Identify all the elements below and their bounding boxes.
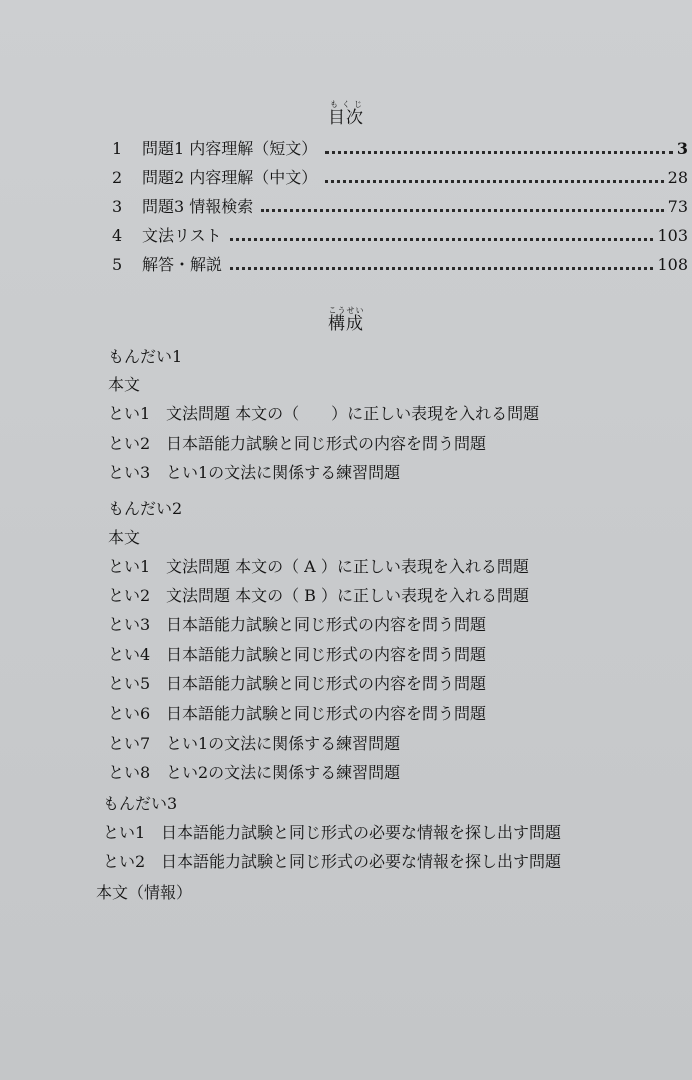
question-text: 日本語能力試験と同じ形式の必要な情報を探し出す問題 <box>161 823 562 842</box>
honbun-label: 本文 <box>108 528 141 547</box>
toc-number: 5 <box>112 255 123 274</box>
question-text: 日本語能力試験と同じ形式の内容を問う問題 <box>166 615 487 634</box>
leader-dots <box>325 180 663 183</box>
toc-number: 2 <box>112 168 123 187</box>
leader-dots <box>261 209 663 212</box>
toc-page-number: 28 <box>667 168 688 187</box>
question-text: 日本語能力試験と同じ形式の内容を問う問題 <box>166 434 487 453</box>
honbun-label: 本文 <box>108 375 141 394</box>
question-item <box>108 733 400 755</box>
question-label: とい5 <box>108 674 151 693</box>
toc-title: 問題3 情報検索 <box>142 197 254 216</box>
question-item <box>103 822 561 844</box>
toc-row[interactable] <box>112 254 688 276</box>
toc-page-number: 73 <box>667 197 688 216</box>
question-text: 日本語能力試験と同じ形式の必要な情報を探し出す問題 <box>161 852 562 871</box>
question-label: とい3 <box>108 615 151 634</box>
question-label: とい6 <box>108 704 151 723</box>
question-text: 文法問題 本文の（ B ）に正しい表現を入れる問題 <box>166 586 530 605</box>
toc-row[interactable] <box>112 167 688 189</box>
structure-heading: 構成こうせい <box>328 306 364 334</box>
question-item <box>108 403 539 425</box>
toc-page-number: 108 <box>657 255 688 274</box>
question-text: 日本語能力試験と同じ形式の内容を問う問題 <box>166 704 487 723</box>
toc-heading: 目次もくじ <box>328 100 364 128</box>
question-label: とい3 <box>108 463 151 482</box>
question-text: 日本語能力試験と同じ形式の内容を問う問題 <box>166 645 487 664</box>
leader-dots <box>230 267 653 270</box>
section-title: もんだい1 <box>108 347 183 366</box>
question-item <box>108 703 486 725</box>
question-item <box>108 673 486 695</box>
section-title: もんだい3 <box>103 794 178 813</box>
toc-page-number: 103 <box>657 226 688 245</box>
question-text: 文法問題 本文の（ A ）に正しい表現を入れる問題 <box>166 557 529 576</box>
question-text: とい2の文法に関係する練習問題 <box>166 763 401 782</box>
question-label: とい7 <box>108 734 151 753</box>
toc-number: 1 <box>112 139 123 158</box>
section-title: もんだい2 <box>108 499 183 518</box>
question-label: とい1 <box>108 557 151 576</box>
question-label: とい4 <box>108 645 151 664</box>
question-item <box>108 614 486 636</box>
question-item <box>108 462 400 484</box>
question-item <box>108 433 486 455</box>
toc-title: 文法リスト <box>142 226 222 245</box>
question-item <box>103 851 561 873</box>
question-label: とい2 <box>108 586 151 605</box>
toc-page-number: 3 <box>676 139 688 158</box>
toc-title: 問題1 内容理解（短文） <box>142 139 318 158</box>
question-item <box>108 644 486 666</box>
question-text: 日本語能力試験と同じ形式の内容を問う問題 <box>166 674 487 693</box>
question-text: とい1の文法に関係する練習問題 <box>166 734 401 753</box>
question-item <box>108 585 529 607</box>
leader-dots <box>230 238 654 241</box>
question-text: 文法問題 本文の（ ）に正しい表現を入れる問題 <box>166 404 540 423</box>
toc-row[interactable] <box>112 196 688 218</box>
toc-number: 4 <box>112 226 123 245</box>
toc-number: 3 <box>112 197 123 216</box>
toc-title: 解答・解説 <box>142 255 223 274</box>
honbun-label: 本文（情報） <box>96 883 193 902</box>
question-label: とい2 <box>108 434 151 453</box>
question-label: とい2 <box>103 852 146 871</box>
question-label: とい8 <box>108 763 151 782</box>
leader-dots <box>325 151 673 154</box>
question-item <box>108 556 529 578</box>
toc-title: 問題2 内容理解（中文） <box>142 168 318 187</box>
question-text: とい1の文法に関係する練習問題 <box>166 463 401 482</box>
question-item <box>108 762 400 784</box>
question-label: とい1 <box>103 823 146 842</box>
toc-row[interactable] <box>112 225 688 247</box>
toc-row[interactable] <box>112 138 688 160</box>
question-label: とい1 <box>108 404 151 423</box>
